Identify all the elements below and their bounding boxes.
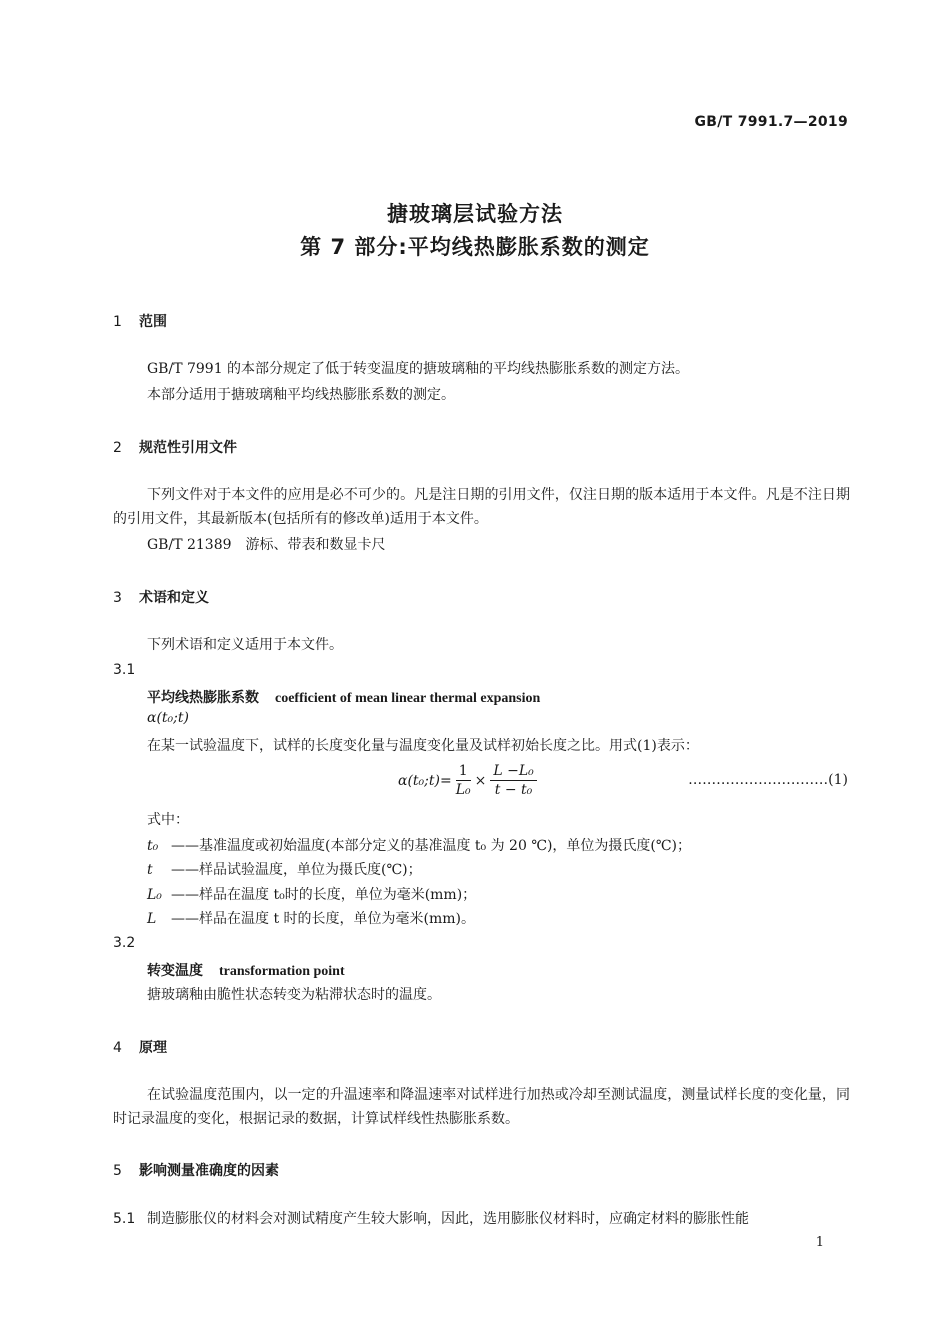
variable-text: ——基准温度或初始温度(本部分定义的基准温度 t₀ 为 20 ℃)，单位为摄氏度(℃)；: [171, 838, 692, 854]
variable-symbol: t₀: [147, 838, 159, 854]
variable-text: ——样品在温度 t₀时的长度，单位为毫米(mm)；: [171, 887, 477, 903]
formula-1: [398, 762, 541, 799]
section-1-heading: [113, 311, 167, 331]
reference-entry: GB/T 21389 游标、带表和数显卡尺: [147, 537, 386, 553]
where-label: 式中：: [147, 812, 189, 828]
term-3-2-definition: 搪玻璃釉由脆性状态转变为粘滞状态时的温度。: [147, 987, 441, 1003]
variable-definition: [147, 835, 691, 855]
document-title: 搪玻璃层试验方法: [387, 202, 563, 226]
clause-3-2-number: 3.2: [113, 935, 136, 951]
section-title: 规范性引用文件: [139, 440, 237, 456]
clause-5-1: [113, 1207, 749, 1231]
document-subtitle: 第 7 部分:平均线热膨胀系数的测定: [300, 235, 650, 259]
section-title: 原理: [139, 1040, 167, 1056]
term-zh: 转变温度: [147, 963, 203, 979]
term-symbol: α(t₀;t): [147, 710, 189, 726]
normative-references-paragraph: 下列文件对于本文件的应用是必不可少的。凡是注日期的引用文件，仅注日期的版本适用于本文件。凡是不注日期的引用文件，其最新版本(包括所有的修改单)适用于本文件。: [113, 487, 850, 527]
variable-text: ——样品在温度 t 时的长度，单位为毫米(mm)。: [171, 911, 475, 927]
variable-symbol: L₀: [147, 887, 162, 903]
section-title: 范围: [139, 314, 167, 330]
fraction-1-denominator: L₀: [455, 782, 471, 798]
fraction-2: [490, 762, 536, 799]
section-number: 3: [113, 590, 122, 606]
variable-symbol: L: [147, 911, 157, 927]
section-2-heading: [113, 437, 237, 457]
section-number: 4: [113, 1040, 122, 1056]
section-number: 2: [113, 440, 122, 456]
fraction-2-denominator: t − t₀: [494, 782, 533, 798]
section-title: 术语和定义: [139, 590, 209, 606]
section-title: 影响测量准确度的因素: [139, 1163, 279, 1179]
page-number: 1: [815, 1235, 824, 1250]
fraction-1: [456, 762, 471, 799]
term-3-1: [147, 687, 540, 707]
scope-paragraph-2: 本部分适用于搪玻璃釉平均线热膨胀系数的测定。: [147, 387, 455, 403]
variable-definition: [147, 908, 475, 928]
term-en: transformation point: [219, 964, 345, 979]
fraction-1-numerator: 1: [456, 762, 471, 781]
variable-definition: [147, 859, 422, 879]
clause-3-1-number: 3.1: [113, 662, 136, 678]
section-5-heading: [113, 1160, 279, 1180]
equation-number: …………………………(1): [688, 772, 848, 788]
section-3-heading: [113, 587, 209, 607]
clause-text: 制造膨胀仪的材料会对测试精度产生较大影响，因此，选用膨胀仪材料时，应确定材料的膨胀性能: [147, 1211, 749, 1227]
clause-number: 5.1: [113, 1211, 136, 1227]
term-en: coefficient of mean linear thermal expansion: [275, 691, 541, 706]
variable-text: ——样品试验温度，单位为摄氏度(℃)；: [171, 862, 422, 878]
term-zh: 平均线热膨胀系数: [147, 690, 259, 706]
section-number: 1: [113, 314, 122, 330]
terms-intro: 下列术语和定义适用于本文件。: [147, 637, 343, 653]
times-sign: ×: [474, 772, 487, 789]
standard-number: GB/T 7991.7—2019: [694, 114, 848, 130]
scope-paragraph-1: GB/T 7991 的本部分规定了低于转变温度的搪玻璃釉的平均线热膨胀系数的测定方法。: [147, 361, 690, 377]
section-4-heading: [113, 1037, 167, 1057]
variable-definition: [147, 884, 476, 904]
variable-symbol: t: [147, 862, 153, 878]
principle-paragraph: 在试验温度范围内，以一定的升温速率和降温速率对试样进行加热或冷却至测试温度，测量试样长度的变化量，同时记录温度的变化，根据记录的数据，计算试样线性热膨胀系数。: [113, 1087, 850, 1127]
formula-lhs: α(t₀;t)=: [398, 772, 452, 789]
section-number: 5: [113, 1163, 122, 1179]
fraction-2-numerator: L −L₀: [490, 762, 536, 781]
term-3-2: [147, 960, 345, 980]
term-3-1-definition: 在某一试验温度下，试样的长度变化量与温度变化量及试样初始长度之比。用式(1)表示：: [147, 738, 699, 754]
